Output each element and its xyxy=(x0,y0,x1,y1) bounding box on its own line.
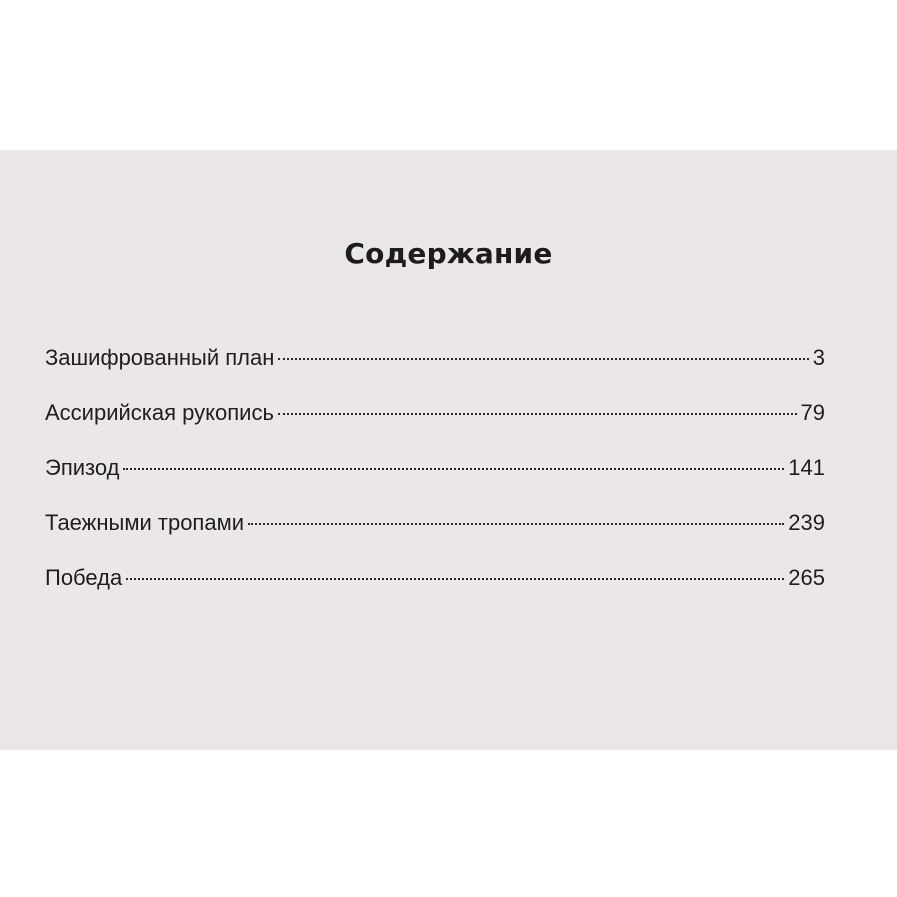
page-heading: Содержание xyxy=(344,237,553,270)
toc-entry-title: Эпизод xyxy=(45,455,120,480)
table-of-contents xyxy=(45,345,825,620)
dot-leader xyxy=(123,468,784,470)
toc-entry-title: Зашифрованный план xyxy=(45,345,275,370)
toc-entry-page: 141 xyxy=(788,455,825,480)
book-page xyxy=(0,150,897,750)
toc-entry-page: 265 xyxy=(788,565,825,590)
toc-entry xyxy=(45,345,825,400)
dot-leader xyxy=(126,578,784,580)
toc-entry-title: Ассирийская рукопись xyxy=(45,400,274,425)
toc-entry-page: 79 xyxy=(800,400,825,425)
dot-leader xyxy=(248,523,784,525)
toc-entry-title: Победа xyxy=(45,565,123,590)
toc-entry xyxy=(45,400,825,455)
toc-entry-title: Таежными тропами xyxy=(45,510,244,535)
dot-leader xyxy=(278,358,808,360)
toc-entry xyxy=(45,455,825,510)
toc-entry-page: 3 xyxy=(812,345,825,370)
toc-entry xyxy=(45,510,825,565)
toc-entry xyxy=(45,565,825,620)
toc-entry-page: 239 xyxy=(788,510,825,535)
dot-leader xyxy=(278,413,797,415)
